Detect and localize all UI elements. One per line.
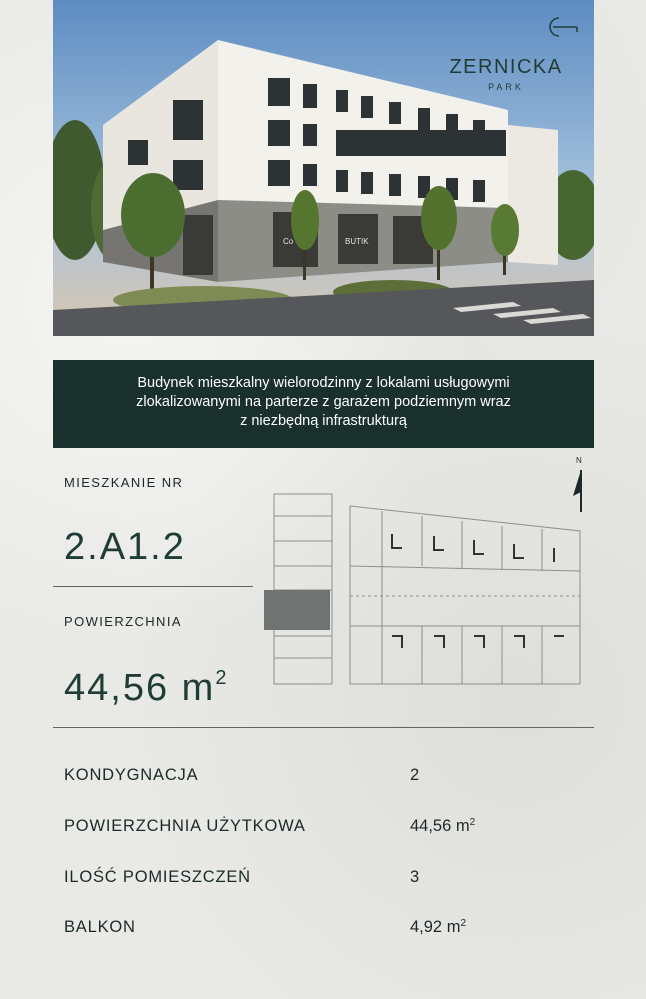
apartment-number-value: 2.A1.2 — [64, 526, 186, 568]
brand-name: ZERNICKA — [449, 56, 563, 78]
area-unit-sup: 2 — [215, 667, 229, 689]
spec-label: ILOŚĆ POMIESZCZEŃ — [64, 868, 251, 886]
brand-sub: PARK — [488, 82, 524, 92]
area-label: POWIERZCHNIA — [64, 614, 182, 629]
spec-label: KONDYGNACJA — [64, 766, 199, 784]
divider-long — [53, 727, 594, 728]
shop-sign-left: Co — [283, 237, 294, 246]
area-number: 44,56 m — [64, 667, 216, 709]
spec-label: BALKON — [64, 918, 136, 936]
spec-value: 4,92 $m^2$ — [410, 918, 467, 936]
compass-letter: N — [576, 456, 582, 465]
key-icon — [541, 14, 581, 40]
banner-line-2: zlokalizowanymi na parterze z garażem podziemnym wraz — [136, 394, 511, 410]
banner-line-3: z niezbędną infrastrukturą — [240, 413, 407, 429]
floor-plan — [262, 486, 592, 686]
divider-short — [53, 586, 253, 587]
shop-sign-right: BUTIK — [345, 237, 369, 246]
spec-value: 44,56 $m^2$ — [410, 817, 476, 835]
description-banner — [53, 360, 594, 448]
spec-label: POWIERZCHNIA UŻYTKOWA — [64, 817, 306, 835]
spec-value: 2 — [410, 766, 420, 784]
highlighted-apartment — [264, 590, 330, 630]
apartment-number-label: MIESZKANIE NR — [64, 475, 184, 490]
banner-line-1: Budynek mieszkalny wielorodzinny z lokalami usługowymi — [137, 375, 510, 391]
hero-building-render — [53, 0, 594, 336]
building-illustration — [53, 0, 594, 336]
spec-value: 3 — [410, 868, 420, 886]
area-value — [64, 667, 228, 710]
